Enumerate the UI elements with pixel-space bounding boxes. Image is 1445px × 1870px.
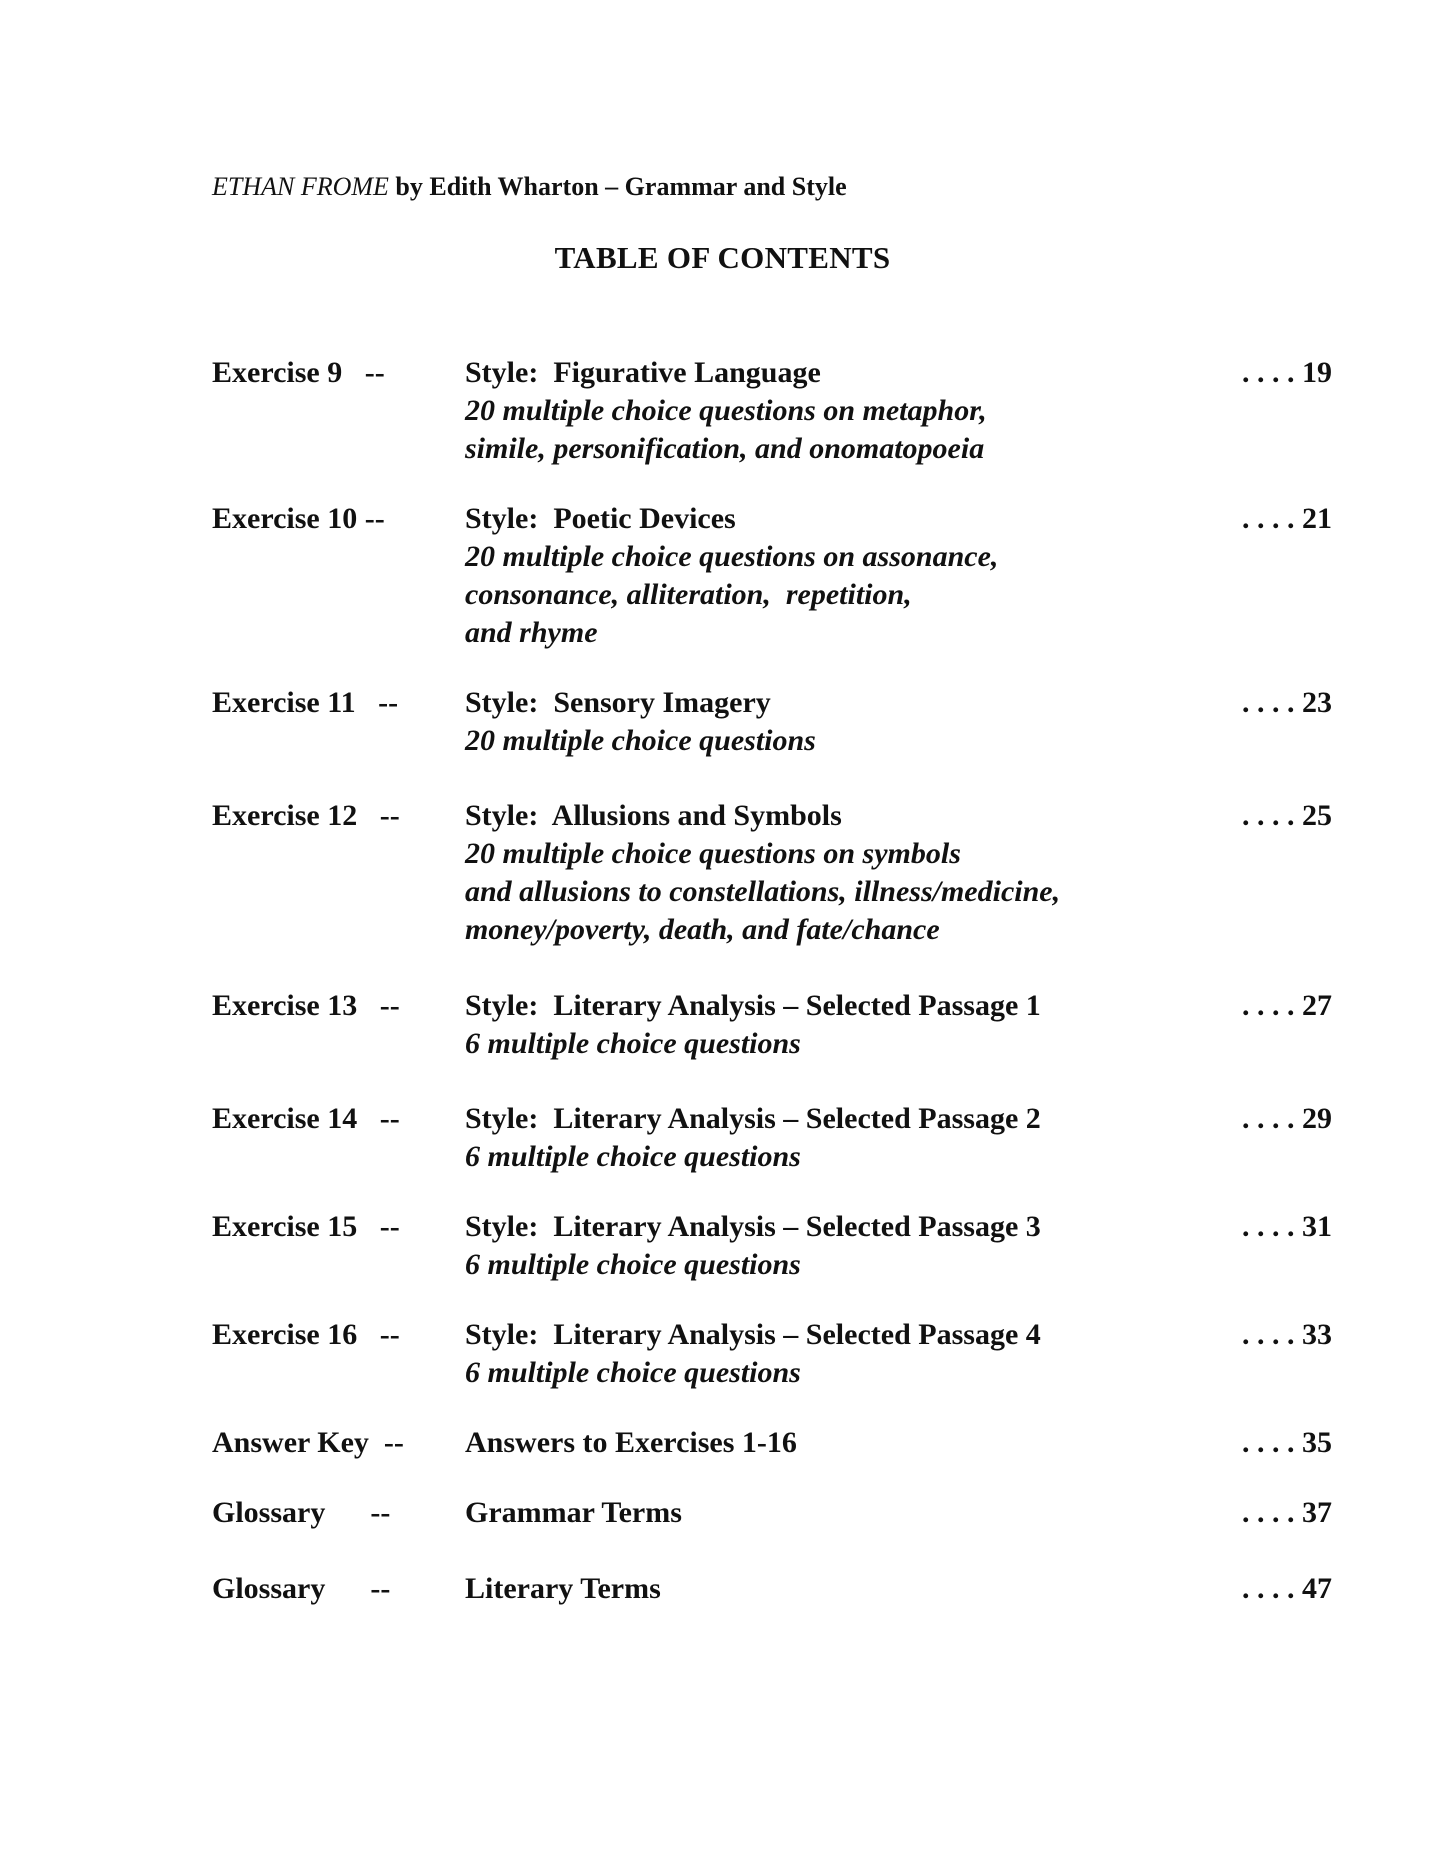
toc-heading: TABLE OF CONTENTS: [554, 240, 891, 275]
entry-page-number: . . . . 21: [1242, 502, 1332, 535]
entry-label: Glossary --: [212, 1496, 391, 1529]
entry-page-number: . . . . 37: [1242, 1496, 1332, 1529]
entry-title: Style: Literary Analysis – Selected Passage 4: [465, 1318, 1041, 1351]
entry-body: [465, 1208, 1185, 1284]
entry-body: [465, 1494, 1185, 1532]
entry-title: Style: Poetic Devices: [465, 502, 736, 535]
entry-title: Style: Literary Analysis – Selected Passage 3: [465, 1210, 1041, 1243]
entry-label: Exercise 12 --: [212, 799, 400, 832]
entry-label: Answer Key --: [212, 1426, 404, 1459]
description-line: 20 multiple choice questions: [465, 724, 816, 757]
entry-page-number: . . . . 27: [1242, 989, 1332, 1022]
entry-description: [465, 392, 1185, 468]
entry-title: Style: Literary Analysis – Selected Passage 1: [465, 989, 1041, 1022]
entry-description: [465, 1354, 1185, 1392]
entry-page-number: . . . . 47: [1242, 1572, 1332, 1605]
description-line: 6 multiple choice questions: [465, 1140, 801, 1173]
entry-label: Exercise 14 --: [212, 1102, 400, 1135]
entry-title: Grammar Terms: [465, 1496, 682, 1529]
entry-body: [465, 1424, 1185, 1462]
entry-page-number: . . . . 23: [1242, 686, 1332, 719]
description-line: 6 multiple choice questions: [465, 1027, 801, 1060]
description-line: 6 multiple choice questions: [465, 1248, 801, 1281]
entry-label: Exercise 15 --: [212, 1210, 400, 1243]
description-line: money/poverty, death, and fate/chance: [465, 913, 940, 946]
header-byline: by Edith Wharton – Grammar and Style: [388, 172, 847, 201]
entry-title: Style: Allusions and Symbols: [465, 799, 842, 832]
description-line: and allusions to constellations, illness/medicine,: [465, 875, 1061, 908]
entry-description: [465, 722, 1185, 760]
entry-description: [465, 538, 1185, 652]
entry-body: [465, 797, 1185, 949]
entry-label: Exercise 16 --: [212, 1318, 400, 1351]
entry-page-number: . . . . 31: [1242, 1210, 1332, 1243]
entry-title: Literary Terms: [465, 1572, 661, 1605]
entry-title: Style: Sensory Imagery: [465, 686, 771, 719]
book-title: ETHAN FROME: [212, 172, 389, 201]
description-line: 20 multiple choice questions on assonance,: [465, 540, 999, 573]
entry-body: [465, 500, 1185, 652]
entry-body: [465, 987, 1185, 1063]
entry-body: [465, 684, 1185, 760]
entry-label: Glossary --: [212, 1572, 391, 1605]
description-line: 20 multiple choice questions on symbols: [465, 837, 961, 870]
description-line: consonance, alliteration, repetition,: [465, 578, 912, 611]
entry-page-number: . . . . 35: [1242, 1426, 1332, 1459]
entry-description: [465, 835, 1185, 949]
entry-label: Exercise 9 --: [212, 356, 385, 389]
entry-page-number: . . . . 29: [1242, 1102, 1332, 1135]
entry-label: Exercise 11 --: [212, 686, 399, 719]
entry-page-number: . . . . 19: [1242, 356, 1332, 389]
entry-description: [465, 1025, 1185, 1063]
entry-label: Exercise 13 --: [212, 989, 400, 1022]
description-line: simile, personification, and onomatopoeia: [465, 432, 985, 465]
description-line: and rhyme: [465, 616, 598, 649]
entry-description: [465, 1246, 1185, 1284]
entry-body: [465, 1100, 1185, 1176]
entry-page-number: . . . . 25: [1242, 799, 1332, 832]
entry-title: Answers to Exercises 1-16: [465, 1426, 797, 1459]
entry-title: Style: Literary Analysis – Selected Passage 2: [465, 1102, 1041, 1135]
document-header: [212, 172, 847, 202]
description-line: 6 multiple choice questions: [465, 1356, 801, 1389]
entry-body: [465, 1570, 1185, 1608]
entry-body: [465, 1316, 1185, 1392]
entry-title: Style: Figurative Language: [465, 356, 821, 389]
entry-description: [465, 1138, 1185, 1176]
description-line: 20 multiple choice questions on metaphor,: [465, 394, 987, 427]
entry-page-number: . . . . 33: [1242, 1318, 1332, 1351]
entry-label: Exercise 10 --: [212, 502, 385, 535]
entry-body: [465, 354, 1185, 468]
